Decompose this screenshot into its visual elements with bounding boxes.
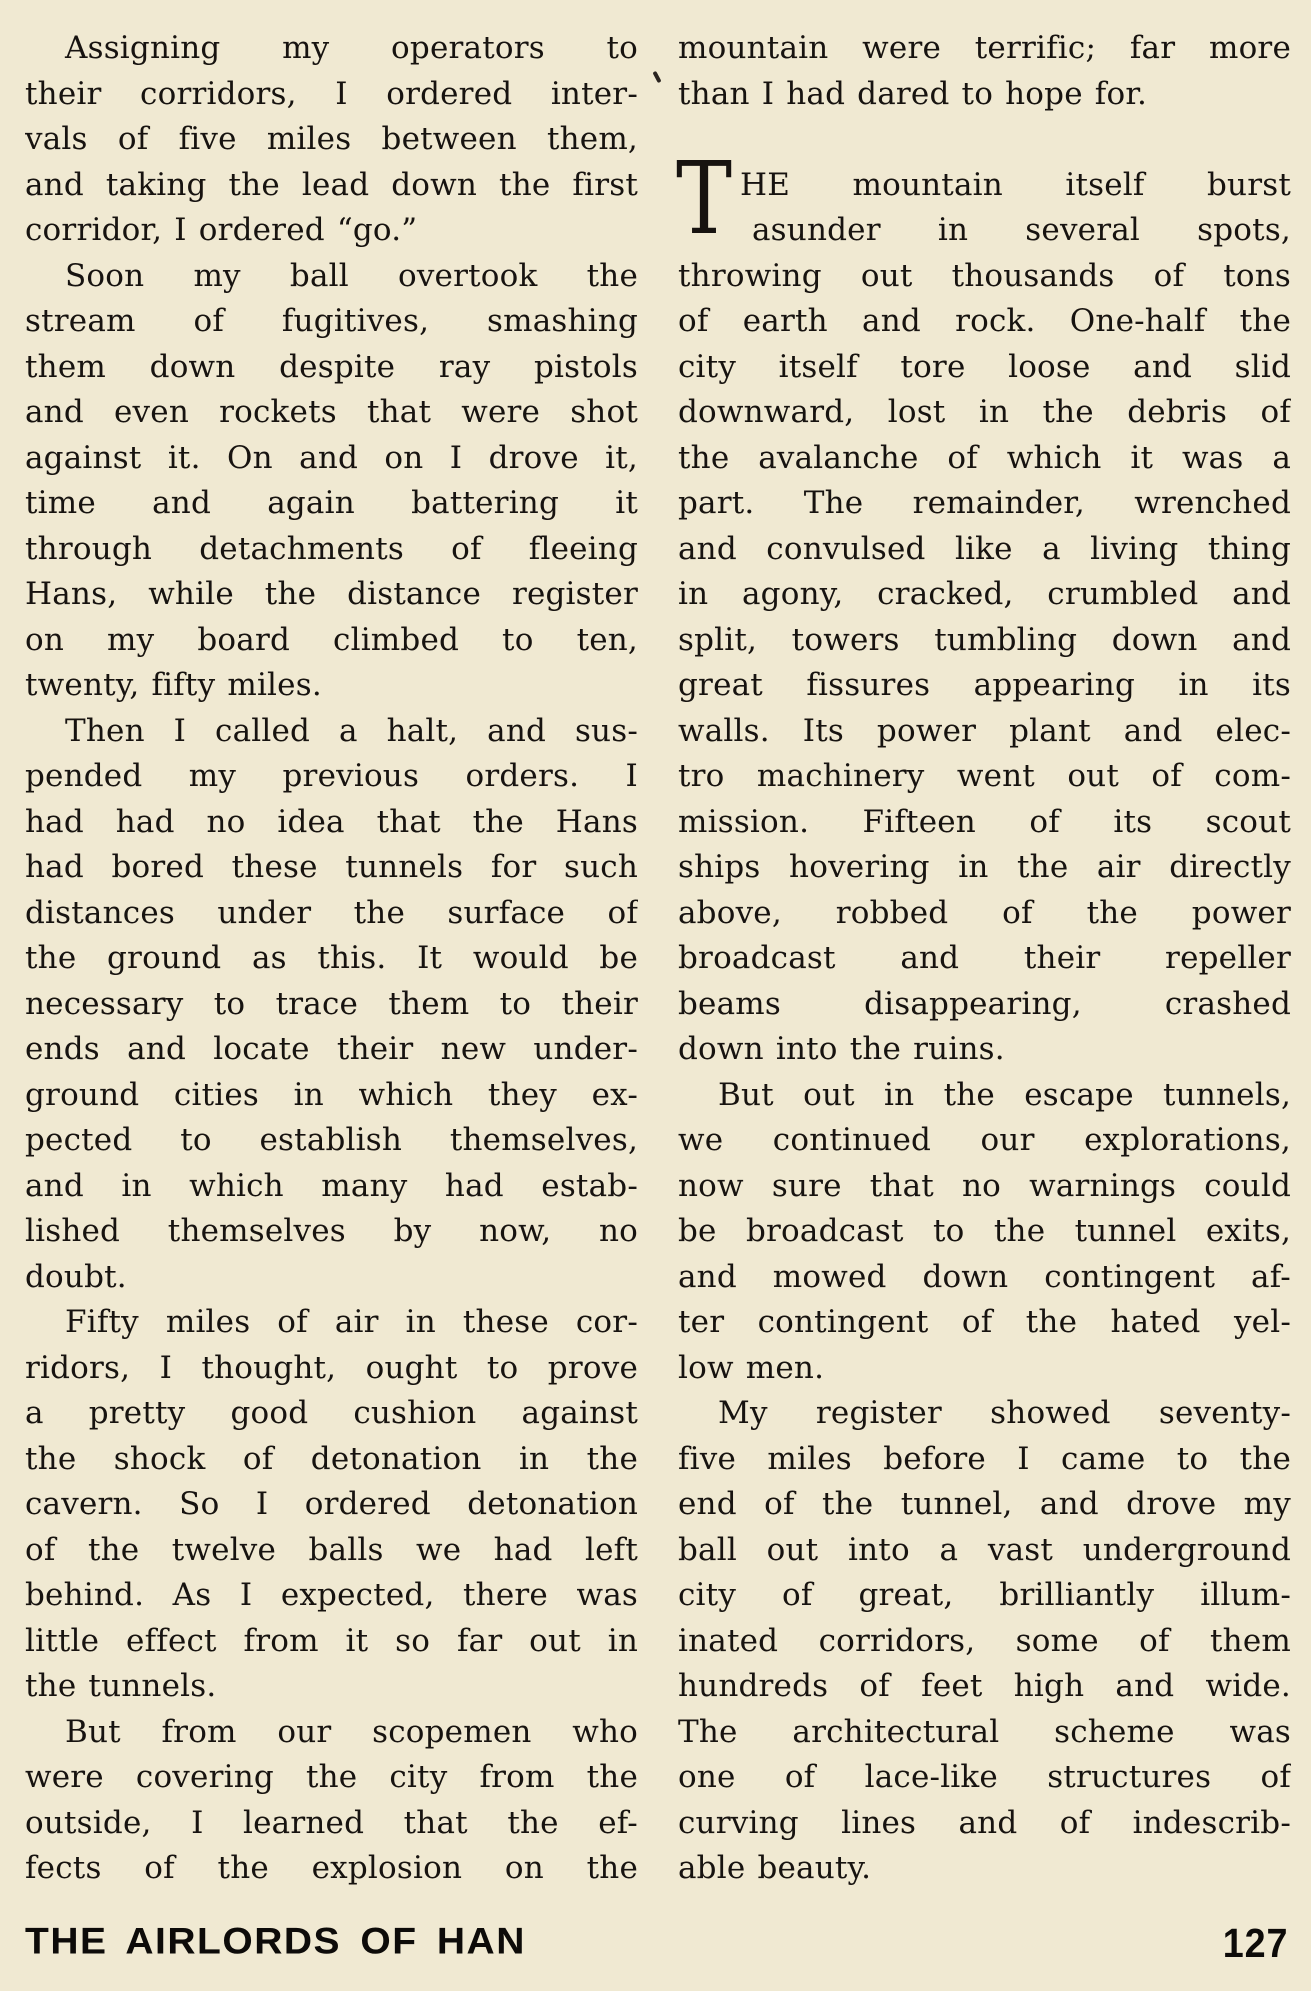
text-line: vals of five miles between them,: [25, 121, 638, 157]
text-column-left: [25, 0, 638, 1892]
text-line: pended my previous orders. I: [25, 758, 638, 794]
text-line: five miles before I came to the: [678, 1440, 1291, 1477]
text-line: and even rockets that were shot: [25, 394, 638, 430]
paragraph: [25, 1300, 638, 1710]
text-line: stream of fugitives, smashing: [25, 303, 638, 339]
text-line: ball out into a vast underground: [678, 1531, 1291, 1568]
text-line: beams disappearing, crashed: [678, 985, 1291, 1022]
text-line: split, towers tumbling down and: [678, 621, 1291, 658]
text-line: mission. Fifteen of its scout: [678, 803, 1291, 840]
paragraph: [25, 1710, 638, 1892]
paragraph: [25, 26, 638, 254]
text-line: hundreds of feet high and wide.: [678, 1668, 1291, 1704]
text-line: downward, lost in the debris of: [678, 394, 1291, 430]
paragraph: [25, 709, 638, 1301]
text-line: asunder in several spots,: [752, 212, 1291, 248]
text-line: on my board climbed to ten,: [25, 621, 638, 658]
text-line: be broadcast to the tunnel exits,: [678, 1213, 1291, 1249]
text-line: throwing out thousands of tons: [678, 257, 1291, 294]
text-line: than I had dared to hope for.: [678, 75, 1148, 112]
paragraph: [678, 26, 1291, 117]
text-line: the shock of detonation in the: [25, 1440, 638, 1477]
text-line: and in which many had estab-: [25, 1167, 638, 1204]
text-line: But out in the escape tunnels,: [718, 1076, 1291, 1113]
text-line: city of great, brilliantly illum-: [678, 1577, 1291, 1613]
text-line: had had no idea that the Hans: [25, 803, 638, 840]
text-line: the tunnels.: [25, 1668, 217, 1704]
text-line: Then I called a halt, and sus-: [65, 712, 638, 749]
text-line: part. The remainder, wrenched: [678, 485, 1291, 521]
text-line: cavern. So I ordered detonation: [25, 1486, 638, 1522]
text-line: the avalanche of which it was a: [678, 439, 1291, 476]
text-line: curving lines and of indescrib-: [678, 1804, 1291, 1841]
paragraph: [678, 1073, 1291, 1392]
text-line: twenty, fifty miles.: [25, 667, 322, 703]
text-line: tro machinery went out of com-: [678, 758, 1291, 794]
text-line: necessary to trace them to their: [25, 985, 638, 1022]
text-line: one of lace-like structures of: [678, 1759, 1291, 1795]
text-line: of earth and rock. One-half the: [678, 303, 1291, 339]
ink-speck: [652, 71, 661, 83]
text-line: through detachments of fleeing: [25, 530, 638, 567]
text-line: had bored these tunnels for such: [25, 849, 638, 885]
text-line: doubt.: [25, 1258, 127, 1295]
text-line: lished themselves by now, no: [25, 1213, 638, 1249]
text-column-right: [678, 0, 1291, 1892]
text-line: HE mountain itself burst: [740, 166, 1291, 203]
text-line: My register showed seventy-: [718, 1395, 1291, 1431]
text-line: above, robbed of the power: [678, 894, 1291, 931]
text-line: in agony, cracked, crumbled and: [678, 576, 1291, 612]
text-line: ends and locate their new under-: [25, 1031, 638, 1067]
text-line: corridor, I ordered “go.”: [25, 212, 418, 248]
text-line: distances under the surface of: [25, 894, 638, 931]
drop-cap: T: [676, 139, 733, 257]
text-line: Soon my ball overtook the: [65, 257, 638, 294]
text-line: inated corridors, some of them: [678, 1622, 1291, 1659]
text-line: we continued our explorations,: [678, 1122, 1291, 1158]
paragraph: [678, 1391, 1291, 1892]
text-line: little effect from it so far out in: [25, 1622, 638, 1659]
text-line: and taking the lead down the first: [25, 166, 638, 203]
text-line: The architectural scheme was: [678, 1713, 1291, 1750]
text-line: ter contingent of the hated yel-: [678, 1304, 1291, 1340]
text-line: their corridors, I ordered inter-: [25, 75, 638, 112]
text-line: them down despite ray pistols: [25, 348, 638, 385]
text-line: Hans, while the distance register: [25, 576, 638, 612]
text-line: time and again battering it: [25, 485, 638, 521]
text-line: ridors, I thought, ought to prove: [25, 1349, 638, 1386]
text-line: now sure that no warnings could: [678, 1167, 1291, 1204]
paragraph: [676, 139, 1291, 1073]
text-line: outside, I learned that the ef-: [25, 1804, 638, 1841]
text-line: city itself tore loose and slid: [678, 348, 1291, 385]
text-line: But from our scopemen who: [65, 1713, 638, 1750]
paragraph: [25, 254, 638, 709]
text-line: a pretty good cushion against: [25, 1395, 638, 1431]
text-line: end of the tunnel, and drove my: [678, 1486, 1291, 1522]
text-line: great fissures appearing in its: [678, 667, 1291, 703]
text-line: behind. As I expected, there was: [25, 1577, 638, 1613]
text-line: ground cities in which they ex-: [25, 1076, 638, 1113]
text-line: mountain were terrific; far more: [678, 30, 1291, 66]
text-line: the ground as this. It would be: [25, 940, 638, 976]
text-line: fects of the explosion on the: [25, 1850, 638, 1886]
text-line: and convulsed like a living thing: [678, 530, 1291, 567]
text-line: Fifty miles of air in these cor-: [65, 1304, 638, 1340]
footer-page-number: 127: [1222, 1920, 1288, 1966]
text-line: broadcast and their repeller: [678, 940, 1291, 976]
text-line: Assigning my operators to: [65, 30, 638, 66]
text-line: ships hovering in the air directly: [678, 849, 1291, 885]
text-line: able beauty.: [678, 1850, 872, 1886]
text-line: were covering the city from the: [25, 1759, 638, 1795]
text-line: pected to establish themselves,: [25, 1122, 638, 1158]
footer-book-title: THE AIRLORDS OF HAN: [25, 1921, 526, 1962]
text-line: of the twelve balls we had left: [25, 1531, 638, 1568]
text-line: and mowed down contingent af-: [678, 1258, 1291, 1295]
text-line: walls. Its power plant and elec-: [678, 712, 1291, 749]
text-line: down into the ruins.: [678, 1031, 1005, 1067]
text-line: against it. On and on I drove it,: [25, 439, 638, 476]
text-line: low men.: [678, 1349, 825, 1386]
